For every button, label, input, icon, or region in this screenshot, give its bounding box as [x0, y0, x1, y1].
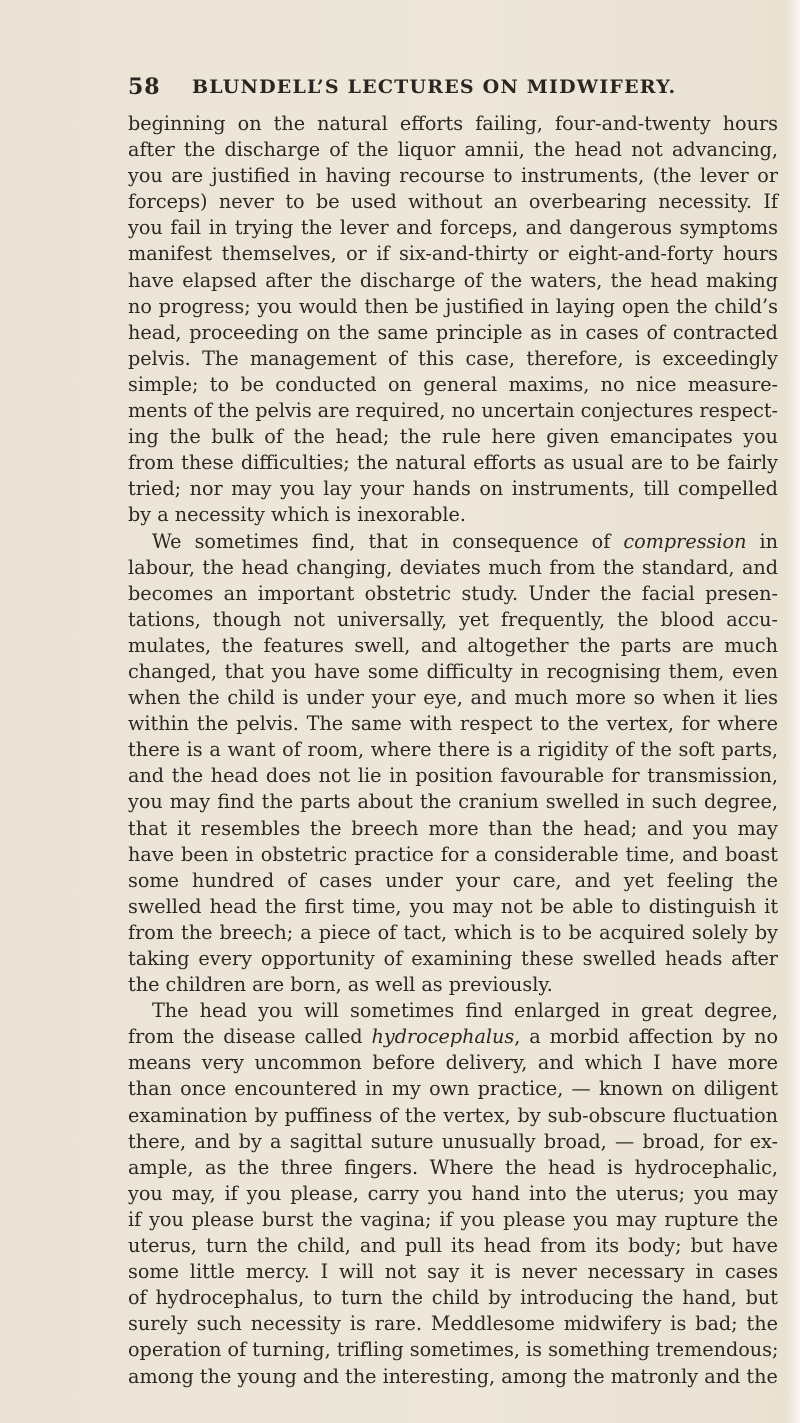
text-line: if you please burst the vagina; if you please you may rupture the — [128, 1207, 779, 1231]
text-line: when the child is under your eye, and much more so when it lies — [128, 686, 778, 710]
text-line: you fail in trying the lever and forceps, and dangerous symptoms — [128, 216, 778, 240]
text-line: among the young and the interesting, among the matronly and the — [128, 1364, 778, 1388]
text-line: forceps) never to be used without an overbearing necessity. If — [128, 190, 779, 214]
running-head: BLUNDELL’S LECTURES ON MIDWIFERY. — [192, 76, 677, 98]
text-line: some hundred of cases under your care, and yet feeling the — [128, 868, 778, 892]
text-line: ample, as the three fingers. Where the head is hydrocephalic, — [128, 1155, 778, 1179]
text-line-segment: , a morbid affection by no — [514, 1025, 779, 1049]
text-line: that it resembles the breech more than the head; and you may — [128, 816, 778, 840]
text-line — [128, 529, 778, 555]
page-edge — [786, 0, 800, 1423]
text-line: some little mercy. I will not say it is never necessary in cases — [128, 1260, 779, 1284]
text-line: the children are born, as well as previously. — [128, 973, 553, 997]
page-number: 58 — [128, 74, 161, 100]
body-text — [128, 111, 778, 1390]
text-line: ments of the pelvis are required, no uncertain conjectures respect- — [128, 399, 778, 423]
text-line: tations, though not universally, yet frequently, the blood accu- — [128, 607, 778, 631]
text-line: there, and by a sagittal suture unusually broad, — broad, for ex- — [128, 1129, 778, 1153]
text-line: head, proceeding on the same principle as in cases of contracted — [128, 320, 778, 344]
text-line: labour, the head changing, deviates much from the standard, and — [128, 555, 779, 579]
text-line: after the discharge of the liquor amnii, the head not advancing, — [128, 138, 778, 162]
text-line — [128, 1024, 778, 1050]
text-line: from these difficulties; the natural efforts as usual are to be fairly — [128, 451, 778, 475]
text-line: you may find the parts about the cranium swelled in such degree, — [128, 790, 778, 814]
text-line: you are justified in having recourse to instruments, (the lever or — [128, 164, 779, 188]
text-line: examination by puffiness of the vertex, by sub-obscure fluctuation — [128, 1103, 779, 1127]
text-line: pelvis. The management of this case, therefore, is exceedingly — [128, 346, 779, 370]
text-line: within the pelvis. The same with respect to the vertex, for where — [128, 712, 779, 736]
text-line: becomes an important obstetric study. Under the facial presen- — [128, 581, 778, 605]
text-line: have elapsed after the discharge of the waters, the head making — [128, 268, 779, 292]
text-line: beginning on the natural efforts failing, four-and-twenty hours — [128, 112, 778, 135]
text-line: have been in obstetric practice for a considerable time, and boast — [128, 842, 778, 866]
text-line: of hydrocephalus, to turn the child by introducing the hand, but — [128, 1286, 778, 1310]
text-line: The head you will sometimes find enlarged in great degree, — [152, 999, 778, 1023]
text-line: no progress; you would then be justified in laying open the child’s — [128, 294, 778, 318]
text-line: operation of turning, trifling sometimes, is something tremendous; — [128, 1338, 779, 1362]
text-line: changed, that you have some difficulty in recognising them, even — [128, 659, 778, 683]
text-line: you may, if you please, carry you hand into the uterus; you may — [128, 1181, 779, 1205]
text-line: ing the bulk of the head; the rule here given emancipates you — [128, 425, 778, 449]
text-line: taking every opportunity of examining these swelled heads after — [128, 947, 778, 970]
italic-term: hydrocephalus — [371, 1025, 515, 1049]
text-line-segment: We sometimes find, that in consequence of — [152, 529, 624, 553]
text-line: than once encountered in my own practice, — known on diligent — [128, 1077, 779, 1101]
text-line: and the head does not lie in position favourable for transmission, — [128, 764, 778, 788]
text-line: surely such necessity is rare. Meddlesome midwifery is bad; the — [128, 1312, 778, 1336]
text-line: uterus, turn the child, and pull its head from its body; but have — [128, 1234, 778, 1258]
italic-term: compression — [623, 529, 747, 553]
text-line: from the breech; a piece of tact, which is to be acquired solely by — [128, 920, 779, 944]
text-line: by a necessity which is inexorable. — [128, 503, 466, 527]
text-line: manifest themselves, or if six-and-thirty or eight-and-forty hours — [128, 242, 778, 266]
text-line: simple; to be conducted on general maxims, no nice measure- — [128, 372, 779, 396]
text-line-segment: from the disease called — [128, 1025, 372, 1049]
text-line: means very uncommon before delivery, and which I have more — [128, 1051, 778, 1075]
text-line: mulates, the features swell, and altogether the parts are much — [128, 633, 778, 657]
text-line-segment: in — [746, 529, 779, 553]
text-line: tried; nor may you lay your hands on instruments, till compelled — [128, 477, 778, 501]
text-line: there is a want of room, where there is a rigidity of the soft parts, — [128, 738, 779, 762]
text-line: swelled head the first time, you may not be able to distinguish it — [128, 894, 779, 918]
